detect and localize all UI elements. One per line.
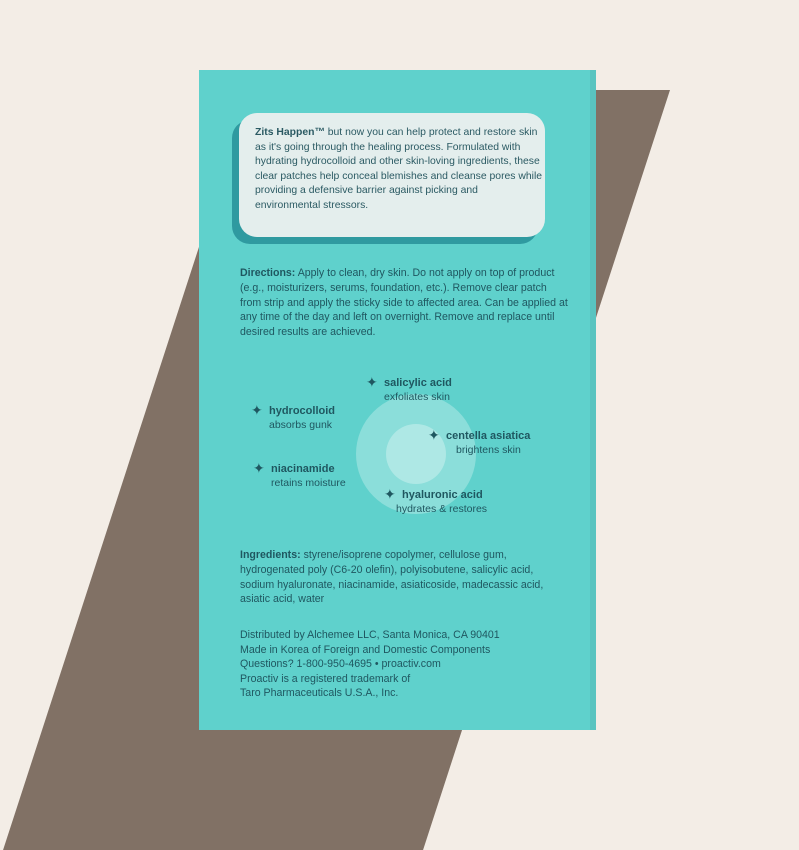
sparkle-icon: ✦ (251, 402, 263, 418)
ingredient-name: niacinamide (271, 463, 335, 475)
key-ingredient-centella-asiatica (428, 427, 531, 457)
directions-label: Directions: (240, 267, 296, 279)
ingredient-name: hyaluronic acid (402, 489, 483, 501)
directions-text: Apply to clean, dry skin. Do not apply on top of product (e.g., moisturizers, serums, foundation, etc.). Remove clear patch from strip and apply the sticky side to affected area. Can be applied at any time of the day and left on overnight. Remove and replace until desired results are achieved. (240, 267, 568, 339)
ingredient-name: centella asiatica (446, 430, 531, 442)
product-box-back (199, 70, 596, 730)
ingredients-text: styrene/isoprene copolymer, cellulose gum, hydrogenated poly (C6-20 olefin), polyisobutene, salicylic acid, sodium hyaluronate, niacinamide, asiaticoside, madecassic acid, asiatic acid, water (240, 549, 544, 606)
ingredients-label: Ingredients: (240, 549, 301, 561)
ingredients (240, 548, 570, 607)
distribution-info (240, 628, 570, 701)
key-ingredient-salicylic-acid (366, 374, 452, 404)
distribution-line: Distributed by Alchemee LLC, Santa Monica, CA 90401 (240, 629, 500, 641)
sparkle-icon: ✦ (384, 486, 396, 502)
intro-body: but now you can help protect and restore skin as it's going through the healing process. Formulated with hydrating hydrocolloid and other skin-loving ingredients, these clear patches help conceal blemishes and cleanse pores while providing a defensive barrier against picking and environmental stressors. (255, 127, 543, 211)
sparkle-icon: ✦ (253, 460, 265, 476)
intro-text (255, 126, 545, 214)
ingredient-desc: exfoliates skin (384, 391, 450, 403)
sparkle-icon: ✦ (366, 374, 378, 390)
distribution-line: Taro Pharmaceuticals U.S.A., Inc. (240, 687, 399, 700)
ingredient-desc: retains moisture (271, 477, 346, 489)
brand-name: Zits Happen™ (255, 127, 325, 138)
ingredient-name: hydrocolloid (269, 405, 335, 417)
ingredient-name: salicylic acid (384, 377, 452, 389)
key-ingredient-hyaluronic-acid (384, 486, 488, 516)
sparkle-icon: ✦ (428, 427, 440, 443)
key-ingredient-niacinamide (253, 460, 346, 490)
ingredient-desc: brightens skin (456, 444, 521, 456)
distribution-line: Proactiv is a registered trademark of (240, 672, 411, 685)
intro-card (239, 113, 545, 237)
ingredient-desc: absorbs gunk (269, 419, 333, 431)
key-ingredient-hydrocolloid (251, 402, 335, 432)
directions (240, 266, 570, 340)
distribution-line: Made in Korea of Foreign and Domestic Components (240, 643, 491, 656)
distribution-line: Questions? 1-800-950-4695 • proactiv.com (240, 658, 441, 671)
ingredient-desc: hydrates & restores (396, 503, 488, 515)
